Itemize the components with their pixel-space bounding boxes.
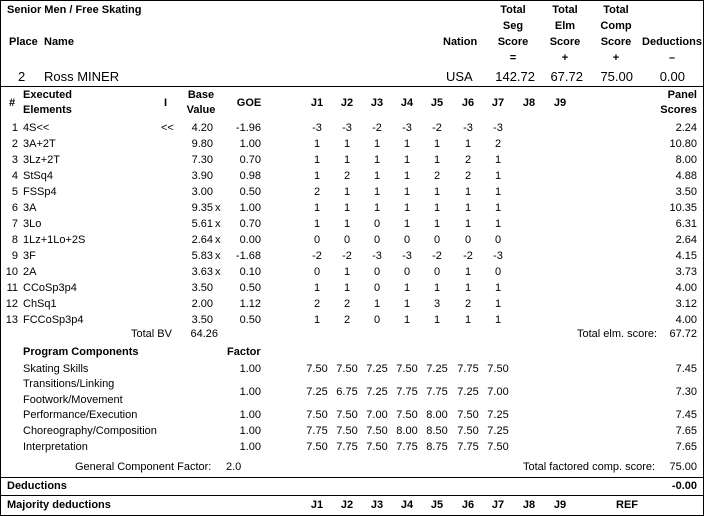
element-judge-score: 0 (433, 234, 441, 246)
element-panel-score: 8.00 (675, 154, 697, 166)
component-judge-score: 7.50 (306, 363, 328, 375)
element-base-value: 3.90 (191, 170, 213, 182)
element-judge-score: 2 (343, 314, 351, 326)
component-judge-score: 7.50 (306, 441, 328, 453)
element-judge-score: 1 (403, 202, 411, 214)
component-name: Choreography/Composition (23, 425, 157, 437)
component-judge-score: 7.50 (336, 425, 358, 437)
col-goe: GOE (236, 97, 262, 109)
component-judge-score: 7.25 (366, 363, 388, 375)
skater-nation: USA (446, 69, 473, 84)
skater-deductions: 0.00 (659, 69, 685, 84)
element-no: 11 (6, 282, 18, 294)
component-panel-score: 7.65 (675, 441, 697, 453)
col-judge-6: J6 (461, 97, 475, 109)
col-judge-5: J5 (430, 97, 444, 109)
col-base-2: Value (186, 104, 216, 116)
element-judge-score: 1 (313, 314, 321, 326)
header-total-comp-3: Score (600, 36, 632, 48)
skater-place: 2 (18, 69, 26, 84)
component-judge-score: 8.00 (396, 425, 418, 437)
component-judge-score: 7.50 (366, 425, 388, 437)
element-judge-score: 2 (464, 170, 472, 182)
header-nation: Nation (443, 36, 478, 48)
element-code: 3F (23, 250, 36, 262)
element-goe: 0.50 (239, 186, 261, 198)
element-panel-score: 4.00 (675, 314, 697, 326)
component-judge-score: 7.75 (336, 441, 358, 453)
element-judge-score: 1 (494, 282, 502, 294)
element-goe: 0.70 (239, 154, 261, 166)
element-judge-score: 2 (313, 186, 321, 198)
element-judge-score: 0 (403, 234, 411, 246)
element-base-value: 5.61 (191, 218, 213, 230)
total-elm-value: 67.72 (669, 328, 697, 340)
element-judge-score: 1 (464, 282, 472, 294)
element-no: 2 (11, 138, 18, 150)
element-judge-score: 0 (373, 234, 381, 246)
element-judge-score: 1 (464, 266, 472, 278)
element-code: 3A+2T (23, 138, 56, 150)
component-judge-score: 7.50 (487, 363, 509, 375)
component-panel-score: 7.45 (675, 363, 697, 375)
component-judge-score: 7.75 (396, 386, 418, 398)
element-goe: 0.50 (239, 314, 261, 326)
component-judge-score: 7.50 (336, 363, 358, 375)
element-judge-score: 1 (313, 218, 321, 230)
component-judge-score: 8.75 (426, 441, 448, 453)
element-goe: 1.00 (239, 202, 261, 214)
element-judge-score: 0 (433, 266, 441, 278)
element-judge-score: 1 (343, 154, 351, 166)
col-executed: Executed (23, 89, 72, 101)
component-judge-score: 7.75 (457, 441, 479, 453)
majority-ref: REF (616, 499, 638, 511)
component-name: Interpretation (23, 441, 88, 453)
element-judge-score: 0 (464, 234, 472, 246)
element-judge-score: 1 (403, 218, 411, 230)
element-goe: 0.00 (239, 234, 261, 246)
header-total-seg-2: Seg (502, 20, 524, 32)
total-comp-label: Total factored comp. score: (523, 461, 656, 473)
element-base-value: 2.00 (191, 298, 213, 310)
majority-judge-3: J3 (370, 499, 384, 511)
col-elements: Elements (23, 104, 72, 116)
component-judge-score: 7.25 (426, 363, 448, 375)
element-judge-score: 0 (373, 282, 381, 294)
header-total-elm-1: Total (552, 4, 578, 16)
component-factor: 1.00 (239, 363, 261, 375)
element-goe: 1.00 (239, 138, 261, 150)
majority-deductions-label: Majority deductions (7, 499, 111, 511)
col-base-1: Base (187, 89, 215, 101)
element-panel-score: 3.73 (675, 266, 697, 278)
rule-after-skater (1, 86, 703, 87)
element-judge-score: 1 (494, 154, 502, 166)
majority-judge-5: J5 (430, 499, 444, 511)
element-judge-score: 1 (373, 138, 381, 150)
element-judge-score: 1 (313, 170, 321, 182)
element-judge-score: 1 (343, 282, 351, 294)
element-judge-score: 1 (433, 218, 441, 230)
majority-judge-1: J1 (310, 499, 324, 511)
col-judge-1: J1 (310, 97, 324, 109)
element-code: 3Lo (23, 218, 42, 230)
majority-judge-7: J7 (491, 499, 505, 511)
component-judge-score: 7.50 (396, 363, 418, 375)
element-judge-score: 0 (373, 314, 381, 326)
element-judge-score: 0 (313, 266, 321, 278)
element-judge-score: 1 (433, 186, 441, 198)
element-judge-score: 1 (433, 202, 441, 214)
majority-judge-8: J8 (522, 499, 536, 511)
element-judge-score: 1 (313, 282, 321, 294)
header-total-seg-3: Score (497, 36, 529, 48)
rule-before-deductions (1, 477, 703, 478)
element-judge-score: 1 (494, 170, 502, 182)
element-code: 3A (23, 202, 37, 214)
element-judge-score: -3 (342, 122, 352, 134)
element-panel-score: 4.88 (675, 170, 697, 182)
element-no: 6 (11, 202, 18, 214)
component-judge-score: 8.00 (426, 409, 448, 421)
header-total-elm-3: Score (549, 36, 581, 48)
element-judge-score: 2 (464, 298, 472, 310)
element-code: 4S<< (23, 122, 50, 134)
element-judge-score: 1 (494, 314, 502, 326)
element-judge-score: -3 (402, 250, 412, 262)
element-code: CCoSp3p4 (23, 282, 77, 294)
gcf-value: 2.0 (226, 461, 242, 473)
element-judge-score: 0 (373, 218, 381, 230)
element-judge-score: 2 (494, 138, 502, 150)
element-code: 1Lz+1Lo+2S (23, 234, 86, 246)
col-panel-2: Scores (660, 104, 697, 116)
component-judge-score: 7.00 (487, 386, 509, 398)
element-judge-score: 0 (313, 234, 321, 246)
element-panel-score: 10.35 (669, 202, 697, 214)
element-judge-score: -2 (463, 250, 473, 262)
component-factor: 1.00 (239, 441, 261, 453)
col-judge-8: J8 (522, 97, 536, 109)
col-judge-9: J9 (553, 97, 567, 109)
element-judge-score: 1 (494, 202, 502, 214)
element-judge-score: 2 (343, 170, 351, 182)
element-judge-score: -3 (493, 250, 503, 262)
component-judge-score: 7.50 (487, 441, 509, 453)
element-judge-score: 1 (403, 170, 411, 182)
element-judge-score: -2 (372, 122, 382, 134)
header-total-comp-op: + (612, 52, 620, 64)
element-goe: 0.70 (239, 218, 261, 230)
header-total-seg-op: = (509, 52, 517, 64)
element-goe: 0.98 (239, 170, 261, 182)
total-elm-label: Total elm. score: (577, 328, 658, 340)
component-judge-score: 7.50 (457, 425, 479, 437)
element-judge-score: -3 (312, 122, 322, 134)
component-name: Skating Skills (23, 363, 89, 375)
element-base-value: 5.83 (191, 250, 213, 262)
element-bonus-x: x (215, 218, 221, 230)
component-factor: 1.00 (239, 386, 261, 398)
element-goe: -1.68 (235, 250, 261, 262)
col-number: # (9, 97, 16, 109)
element-base-value: 3.50 (191, 282, 213, 294)
header-total-comp-1: Total (603, 4, 629, 16)
element-judge-score: 0 (343, 234, 351, 246)
element-panel-score: 3.12 (675, 298, 697, 310)
element-no: 3 (11, 154, 18, 166)
element-judge-score: -3 (493, 122, 503, 134)
component-judge-score: 7.50 (366, 441, 388, 453)
element-judge-score: 1 (313, 154, 321, 166)
element-judge-score: 1 (403, 154, 411, 166)
element-judge-score: 1 (464, 186, 472, 198)
element-base-value: 9.80 (191, 138, 213, 150)
element-judge-score: -2 (432, 122, 442, 134)
element-no: 12 (5, 298, 18, 310)
col-info: I (164, 97, 168, 109)
component-panel-score: 7.45 (675, 409, 697, 421)
element-panel-score: 4.00 (675, 282, 697, 294)
element-judge-score: 1 (343, 266, 351, 278)
element-no: 10 (5, 266, 18, 278)
skater-name: Ross MINER (44, 69, 120, 84)
element-base-value: 2.64 (191, 234, 213, 246)
element-no: 4 (11, 170, 18, 182)
event-title: Senior Men / Free Skating (7, 4, 142, 16)
header-total-elm-op: + (561, 52, 569, 64)
component-judge-score: 7.75 (306, 425, 328, 437)
skater-seg-score: 142.72 (495, 69, 535, 84)
element-info: << (161, 122, 174, 134)
component-judge-score: 7.75 (396, 441, 418, 453)
total-comp-value: 75.00 (669, 461, 697, 473)
component-name: Performance/Execution (23, 409, 138, 421)
element-judge-score: 1 (464, 314, 472, 326)
element-judge-score: 1 (313, 138, 321, 150)
element-bonus-x: x (215, 234, 221, 246)
element-no: 8 (11, 234, 18, 246)
majority-judge-4: J4 (400, 499, 414, 511)
component-panel-score: 7.65 (675, 425, 697, 437)
component-judge-score: 7.25 (457, 386, 479, 398)
element-panel-score: 2.64 (675, 234, 697, 246)
element-judge-score: 2 (343, 298, 351, 310)
element-judge-score: 1 (373, 186, 381, 198)
element-judge-score: 1 (494, 298, 502, 310)
element-judge-score: -3 (402, 122, 412, 134)
component-name: Transitions/Linking (23, 378, 115, 390)
component-judge-score: 7.25 (487, 425, 509, 437)
element-no: 1 (11, 122, 18, 134)
element-goe: -1.96 (235, 122, 261, 134)
component-judge-score: 7.25 (366, 386, 388, 398)
element-judge-score: 3 (433, 298, 441, 310)
component-name: Footwork/Movement (23, 394, 123, 406)
element-panel-score: 3.50 (675, 186, 697, 198)
col-judge-4: J4 (400, 97, 414, 109)
header-deductions-op: – (668, 52, 676, 64)
element-judge-score: 1 (433, 138, 441, 150)
element-base-value: 4.20 (191, 122, 213, 134)
pc-factor-header: Factor (227, 346, 261, 358)
component-judge-score: 7.25 (487, 409, 509, 421)
element-goe: 0.50 (239, 282, 261, 294)
component-judge-score: 7.50 (336, 409, 358, 421)
col-judge-3: J3 (370, 97, 384, 109)
header-total-seg-1: Total (500, 4, 526, 16)
element-code: ChSq1 (23, 298, 57, 310)
header-place: Place (9, 36, 38, 48)
element-no: 7 (11, 218, 18, 230)
element-judge-score: 0 (494, 266, 502, 278)
element-judge-score: 1 (464, 202, 472, 214)
element-judge-score: 1 (464, 218, 472, 230)
component-judge-score: 7.00 (366, 409, 388, 421)
element-code: FSSp4 (23, 186, 57, 198)
element-judge-score: 2 (433, 170, 441, 182)
component-judge-score: 7.50 (306, 409, 328, 421)
element-no: 13 (5, 314, 18, 326)
element-goe: 1.12 (239, 298, 261, 310)
element-judge-score: 1 (343, 138, 351, 150)
element-judge-score: -2 (312, 250, 322, 262)
element-goe: 0.10 (239, 266, 261, 278)
element-base-value: 3.50 (191, 314, 213, 326)
component-judge-score: 7.25 (306, 386, 328, 398)
element-code: StSq4 (23, 170, 53, 182)
component-judge-score: 7.75 (426, 386, 448, 398)
element-judge-score: -2 (342, 250, 352, 262)
total-bv-label: Total BV (131, 328, 172, 340)
deductions-value: -0.00 (671, 480, 697, 492)
element-judge-score: 0 (494, 234, 502, 246)
element-judge-score: 1 (373, 154, 381, 166)
majority-judge-9: J9 (553, 499, 567, 511)
element-judge-score: -3 (372, 250, 382, 262)
col-panel-1: Panel (667, 89, 697, 101)
element-code: 3Lz+2T (23, 154, 60, 166)
component-factor: 1.00 (239, 425, 261, 437)
gcf-label: General Component Factor: (75, 461, 212, 473)
element-judge-score: 1 (373, 202, 381, 214)
majority-judge-6: J6 (461, 499, 475, 511)
header-total-elm-2: Elm (554, 20, 576, 32)
element-judge-score: -3 (463, 122, 473, 134)
col-judge-2: J2 (340, 97, 354, 109)
element-judge-score: 1 (403, 282, 411, 294)
rule-before-majority (1, 495, 703, 496)
skater-elm-score: 67.72 (550, 69, 583, 84)
header-name: Name (44, 36, 74, 48)
element-judge-score: 1 (403, 186, 411, 198)
component-judge-score: 8.50 (426, 425, 448, 437)
element-judge-score: 1 (373, 170, 381, 182)
element-panel-score: 6.31 (675, 218, 697, 230)
element-base-value: 3.00 (191, 186, 213, 198)
element-judge-score: 1 (373, 298, 381, 310)
element-base-value: 7.30 (191, 154, 213, 166)
element-judge-score: 1 (494, 218, 502, 230)
element-judge-score: 1 (343, 218, 351, 230)
element-bonus-x: x (215, 250, 221, 262)
element-judge-score: 1 (464, 138, 472, 150)
col-judge-7: J7 (491, 97, 505, 109)
element-judge-score: 0 (373, 266, 381, 278)
element-bonus-x: x (215, 266, 221, 278)
element-panel-score: 4.15 (675, 250, 697, 262)
element-judge-score: 1 (403, 138, 411, 150)
element-code: 2A (23, 266, 37, 278)
element-judge-score: 1 (343, 186, 351, 198)
component-judge-score: 6.75 (336, 386, 358, 398)
element-panel-score: 2.24 (675, 122, 697, 134)
element-judge-score: 1 (433, 314, 441, 326)
element-judge-score: 1 (433, 154, 441, 166)
skater-comp-score: 75.00 (600, 69, 633, 84)
element-no: 9 (11, 250, 18, 262)
majority-judge-2: J2 (340, 499, 354, 511)
element-judge-score: 1 (494, 186, 502, 198)
component-judge-score: 7.50 (457, 409, 479, 421)
element-judge-score: 1 (343, 202, 351, 214)
element-judge-score: 1 (403, 314, 411, 326)
component-factor: 1.00 (239, 409, 261, 421)
element-bonus-x: x (215, 202, 221, 214)
element-judge-score: 1 (403, 298, 411, 310)
component-judge-score: 7.50 (396, 409, 418, 421)
component-judge-score: 7.75 (457, 363, 479, 375)
element-panel-score: 10.80 (669, 138, 697, 150)
total-bv-value: 64.26 (190, 328, 218, 340)
element-no: 5 (11, 186, 18, 198)
element-judge-score: 0 (403, 266, 411, 278)
element-judge-score: 1 (433, 282, 441, 294)
header-deductions: Deductions (642, 36, 702, 48)
element-judge-score: 2 (313, 298, 321, 310)
pc-header: Program Components (23, 346, 139, 358)
component-panel-score: 7.30 (675, 386, 697, 398)
deductions-label: Deductions (7, 480, 67, 492)
element-judge-score: -2 (432, 250, 442, 262)
element-base-value: 9.35 (191, 202, 213, 214)
element-judge-score: 1 (313, 202, 321, 214)
element-judge-score: 2 (464, 154, 472, 166)
element-code: FCCoSp3p4 (23, 314, 84, 326)
element-base-value: 3.63 (191, 266, 213, 278)
header-total-comp-2: Comp (600, 20, 632, 32)
